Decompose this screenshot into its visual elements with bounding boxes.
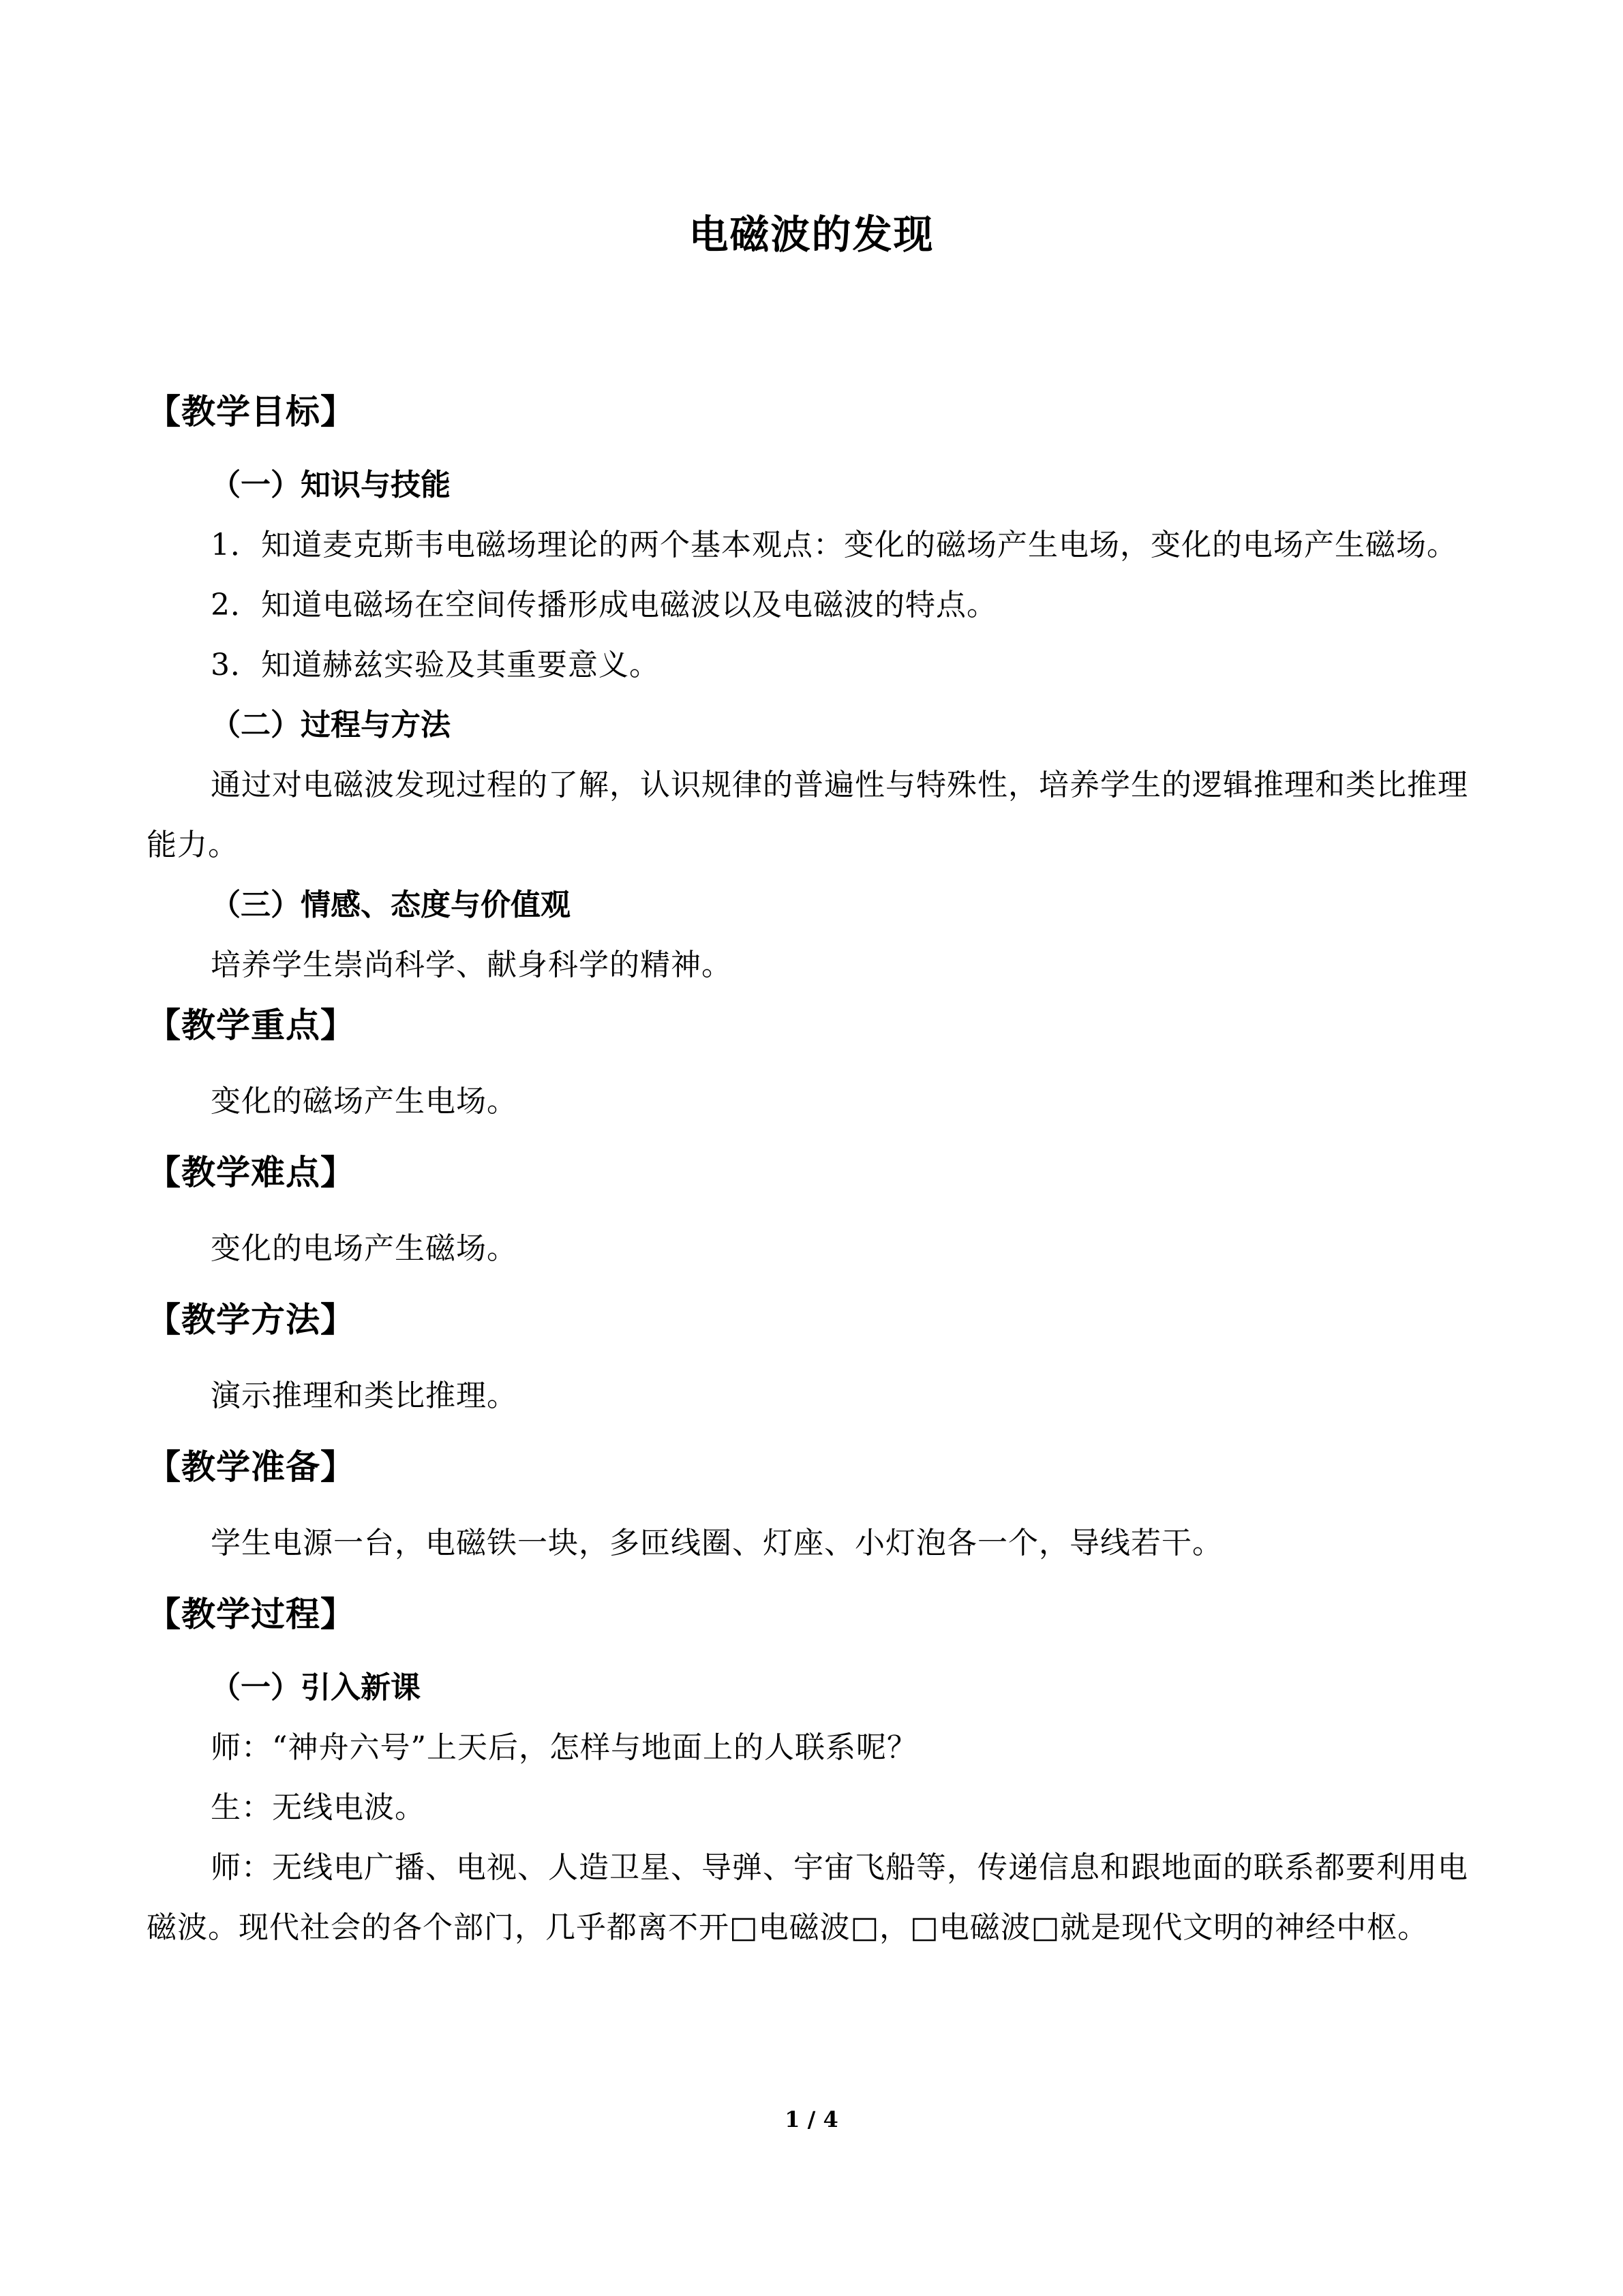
section-heading-difficulties: 【教学难点】 [147, 1153, 355, 1192]
section-heading-process: 【教学过程】 [147, 1595, 355, 1634]
paragraph: 变化的磁场产生电场。 [211, 1084, 517, 1119]
page-number: 1 / 4 [785, 2106, 838, 2132]
paragraph: 师：无线电广播、电视、人造卫星、导弹、宇宙飞船等，传递信息和跟地面的联系都要利用电磁波。现代社会的各个部门，几乎都离不开□电磁波□，□电磁波□就是现代文明的神经中枢。 [147, 1850, 1468, 1945]
paragraph: 演示推理和类比推理。 [211, 1378, 517, 1413]
page-title: 电磁波的发现 [688, 211, 935, 258]
section-heading-methods: 【教学方法】 [147, 1300, 355, 1340]
subheading-knowledge-skills: （一）知识与技能 [211, 468, 451, 502]
paragraph: 生：无线电波。 [211, 1790, 425, 1825]
subheading-attitude-values: （三）情感、态度与价值观 [211, 888, 571, 922]
subheading-process-method: （二）过程与方法 [211, 708, 451, 742]
subheading-introduction: （一）引入新课 [211, 1670, 421, 1705]
section-heading-key-points: 【教学重点】 [147, 1006, 355, 1045]
paragraph: 3．知道赫兹实验及其重要意义。 [211, 648, 660, 682]
paragraph: 1．知道麦克斯韦电磁场理论的两个基本观点：变化的磁场产生电场，变化的电场产生磁场。 [211, 528, 1457, 562]
paragraph: 学生电源一台，电磁铁一块，多匝线圈、灯座、小灯泡各一个，导线若干。 [211, 1526, 1223, 1560]
paragraph: 培养学生崇尚科学、献身科学的精神。 [211, 948, 732, 982]
section-heading-preparation: 【教学准备】 [147, 1447, 355, 1487]
paragraph: 通过对电磁波发现过程的了解，认识规律的普遍性与特殊性，培养学生的逻辑推理和类比推理能力。 [147, 768, 1468, 862]
section-heading-goals: 【教学目标】 [147, 392, 355, 432]
paragraph: 师：“神舟六号”上天后，怎样与地面上的人联系呢？ [211, 1730, 917, 1765]
paragraph: 2．知道电磁场在空间传播形成电磁波以及电磁波的特点。 [211, 588, 997, 622]
document-body [147, 382, 1476, 1958]
paragraph: 变化的电场产生磁场。 [211, 1231, 517, 1266]
